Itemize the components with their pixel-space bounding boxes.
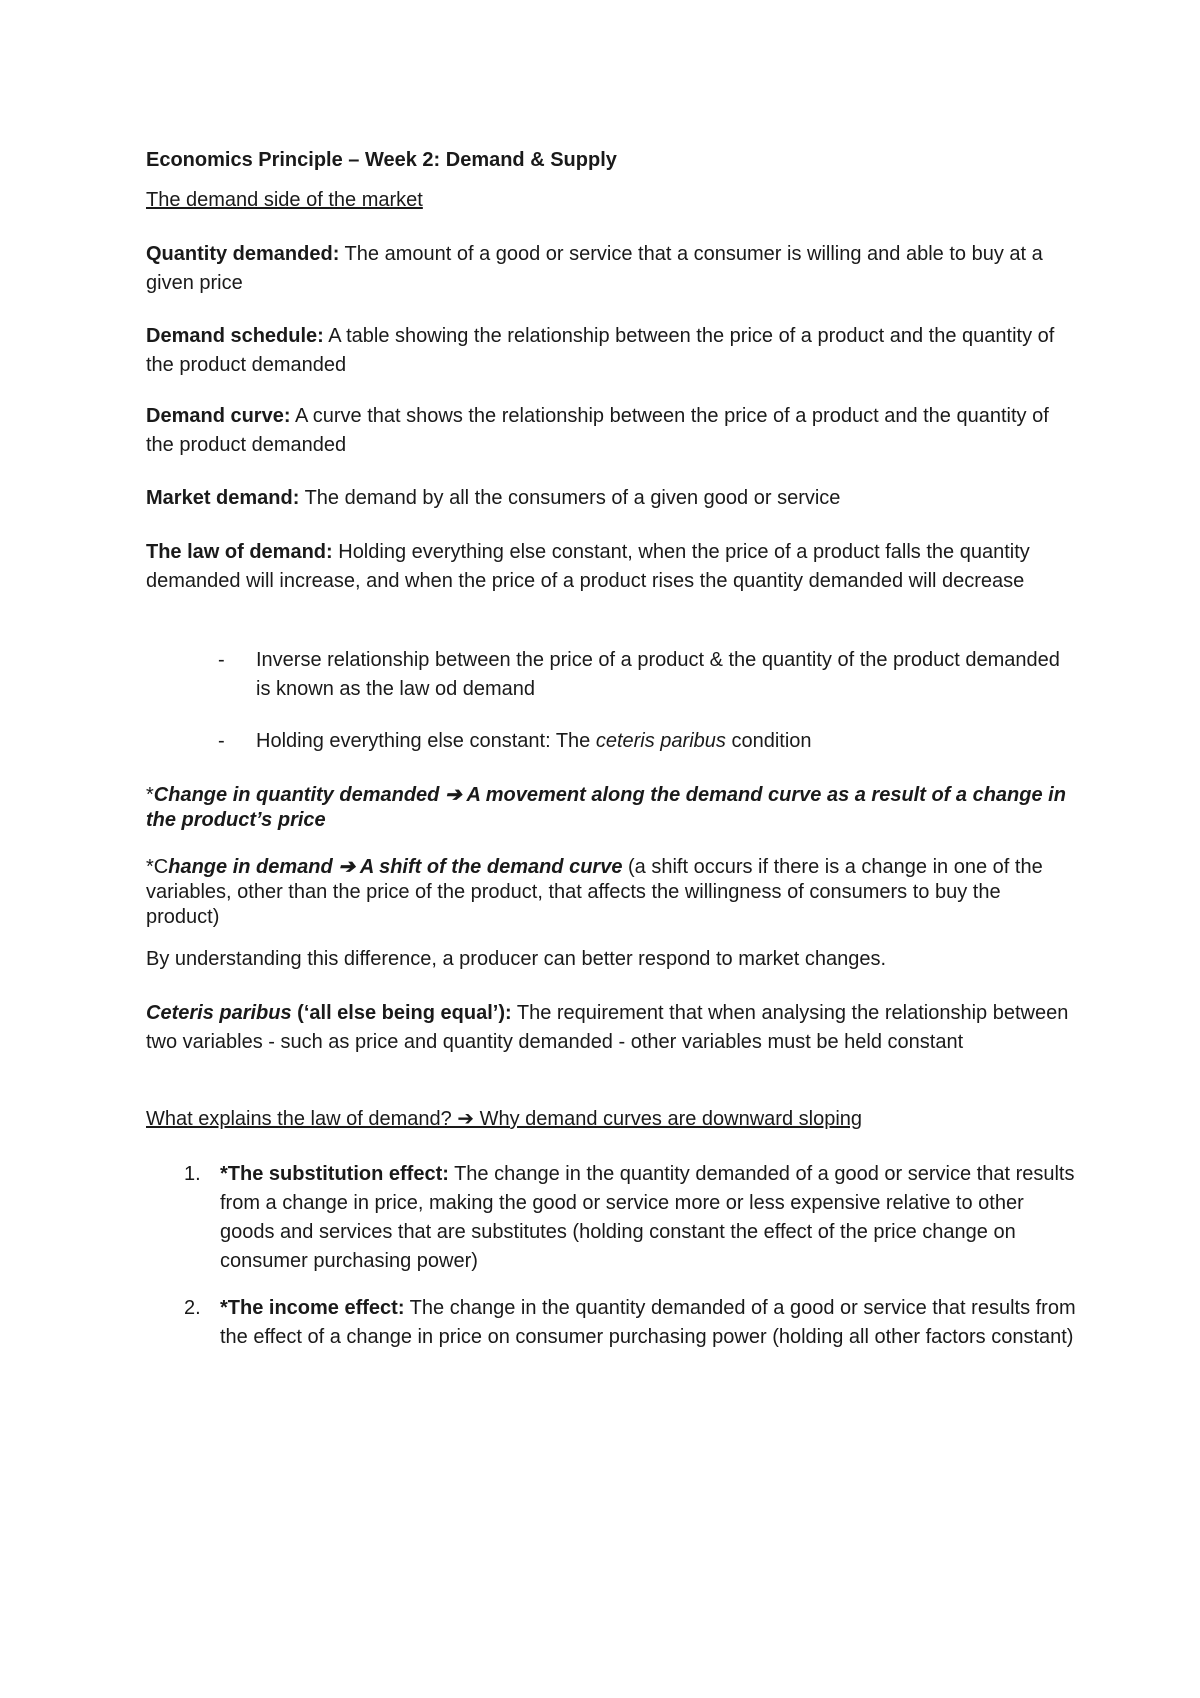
paragraph-understanding: By understanding this difference, a producer can better respond to market changes. — [146, 948, 887, 970]
document-title: Economics Principle – Week 2: Demand & Supply — [146, 149, 617, 171]
bullet-dash: - — [218, 730, 225, 752]
definition-demand-schedule — [146, 322, 1076, 380]
bullet-dash: - — [218, 649, 225, 671]
definition-text: The amount of a good or service that a consumer is willing and able to buy at a given price — [146, 243, 1043, 294]
section-heading-demand-side: The demand side of the market — [146, 189, 423, 211]
term-substitution-effect: *The substitution effect: — [220, 1163, 449, 1185]
asterisk: * — [146, 784, 154, 806]
list-number: 2. — [184, 1297, 201, 1319]
term-demand-schedule: Demand schedule: — [146, 325, 324, 347]
definition-text: A curve that shows the relationship between the price of a product and the quantity of the product demanded — [146, 405, 1049, 456]
term-ceteris-paribus: Ceteris paribus — [146, 1002, 292, 1024]
list-item-substitution-effect — [220, 1160, 1076, 1276]
bullet-italic-term: ceteris paribus — [595, 730, 726, 752]
list-item-income-effect — [220, 1294, 1076, 1352]
term-quantity-demanded: Quantity demanded: — [146, 243, 340, 265]
term-income-effect: *The income effect: — [220, 1297, 405, 1319]
term-law-of-demand: The law of demand: — [146, 541, 333, 563]
definition-text: The requirement that when analysing the relationship between two variables - such as price and quantity demanded - other variables must be held constant — [146, 1002, 1069, 1053]
list-number: 1. — [184, 1163, 201, 1185]
definition-demand-curve — [146, 402, 1076, 460]
bullet-ceteris-paribus-condition — [256, 727, 1076, 756]
definition-market-demand — [146, 484, 1076, 513]
definition-text: The change in the quantity demanded of a good or service that results from a change in price, making the good or service more or less expensive relative to other goods and services that are substitutes (holding constant the effect of the price change on consumer purchasing power) — [220, 1163, 1075, 1272]
bullet-text: Holding everything else constant: The — [256, 730, 596, 752]
definition-text: The demand by all the consumers of a given good or service — [299, 487, 841, 509]
definition-law-of-demand — [146, 538, 1076, 596]
definition-quantity-demanded — [146, 240, 1076, 298]
note-bold-italic-text: Change in quantity demanded ➔ A movement along the demand curve as a result of a change in the product’s price — [146, 784, 1066, 831]
note-change-in-demand — [146, 855, 1076, 930]
term-ceteris-paribus-rest: (‘all else being equal’): — [291, 1002, 512, 1024]
term-market-demand: Market demand: — [146, 487, 300, 509]
definition-text: The change in the quantity demanded of a good or service that results from the effect of a change in price on consumer purchasing power (holding all other factors constant) — [220, 1297, 1076, 1348]
asterisk: *C — [146, 856, 169, 878]
section-heading-law-of-demand: What explains the law of demand? ➔ Why demand curves are downward sloping — [146, 1108, 863, 1130]
definition-ceteris-paribus — [146, 999, 1076, 1057]
note-bold-italic-text: hange in demand ➔ A shift of the demand curve — [168, 856, 623, 878]
definition-text: Holding everything else constant, when the price of a product falls the quantity demanded will increase, and when the price of a product rises the quantity demanded will decrease — [146, 541, 1030, 592]
bullet-inverse-relationship: Inverse relationship between the price of a product & the quantity of the product demanded is known as the law od demand — [256, 649, 1060, 700]
term-demand-curve: Demand curve: — [146, 405, 291, 427]
note-change-in-quantity-demanded — [146, 783, 1076, 833]
definition-text: A table showing the relationship between the price of a product and the quantity of the product demanded — [146, 325, 1055, 376]
note-text: (a shift occurs if there is a change in one of the variables, other than the price of the product, that affects the willingness of consumers to buy the product) — [146, 856, 1043, 928]
bullet-text: condition — [725, 730, 812, 752]
